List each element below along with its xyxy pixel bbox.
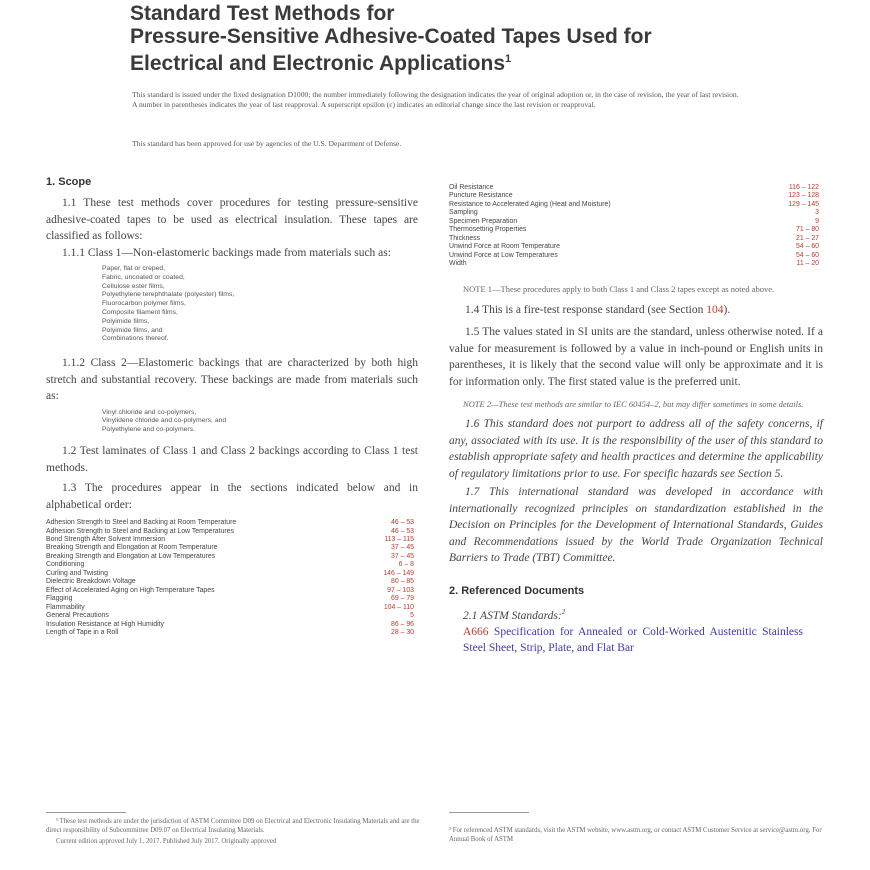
footnote-2: ² For referenced ASTM standards, visit the ASTM website, www.astm.org, or contact ASTM Customer Service at service@astm.org. For Annual Book of ASTM	[449, 827, 822, 843]
list-item: Paper, flat or creped,	[102, 265, 166, 272]
procedure-name: Sampling	[449, 209, 478, 217]
section-range-link[interactable]: 146 – 149	[383, 569, 414, 577]
list-item: Combinations thereof.	[102, 335, 169, 343]
footnote-rule-left	[46, 812, 126, 813]
list-item: Polyethylene and co-polymers.	[102, 426, 195, 434]
section-range-link[interactable]: 86 – 96	[391, 620, 414, 628]
title-line-1: Standard Test Methods for	[130, 2, 395, 25]
section-range-link[interactable]: 116 – 122	[788, 184, 819, 191]
section-range-link[interactable]: 28 – 30	[391, 628, 414, 636]
procedure-name: Adhesion Strength to Steel and Backing at Room Temperature	[46, 519, 237, 527]
procedure-name: General Precautions	[46, 612, 109, 620]
procedure-name: Dielectric Breakdown Voltage	[46, 578, 136, 586]
table-row	[46, 536, 418, 544]
procedure-name: Thermosetting Properties	[449, 226, 527, 234]
section-range-link[interactable]: 113 – 115	[384, 535, 414, 543]
list-item: Cellulose ester films,	[102, 282, 165, 290]
procedure-name: Specimen Preparation	[449, 217, 518, 225]
para-1-5: 1.5 The values stated in SI units are the standard, unless otherwise noted. If a value for measurement is followed by a value in inch-pound or English units in parentheses, it is likely that the second value will only be approximate and it is for information only. The first stated value is the preferred unit.	[449, 326, 823, 388]
procedure-name: Flagging	[46, 595, 73, 603]
right-column	[449, 184, 823, 657]
class1-material-list	[46, 265, 418, 344]
section-range-link[interactable]: 11 – 20	[796, 260, 819, 268]
procedure-name: Thickness	[449, 234, 481, 242]
table-row	[449, 235, 823, 243]
list-item: Fabric, uncoated or coated,	[102, 273, 185, 281]
section-range-link[interactable]: 123 – 128	[788, 192, 819, 200]
table-row	[46, 629, 418, 637]
list-item: Polyimide films,	[102, 317, 150, 325]
list-item: Vinyl chloride and co-polymers,	[102, 408, 197, 416]
table-row	[46, 519, 418, 527]
left-column	[46, 176, 418, 637]
procedure-name: Breaking Strength and Elongation at Low Temperatures	[46, 552, 216, 560]
section-104-link[interactable]: 104	[706, 303, 724, 316]
procedure-index-table-left	[46, 519, 418, 637]
designation-notice: This standard is issued under the fixed designation D1000; the number immediately following the designation indicates the year of original adoption or, in the case of revision, the year of last revision. A number in parentheses indicates the year of last reapproval. A superscript epsilon (ε) indicates an editorial change since the last revision or reapproval.	[132, 90, 739, 109]
table-row	[449, 184, 823, 192]
para-1-7: 1.7 This international standard was developed in accordance with internationally recognized principles on standardization established in the Decision on Principles for the Development of International Standards, Guides and Recommendations issued by the World Trade Organization Technical Barriers to Trade (TBT) Committee.	[449, 486, 823, 565]
section-range-link[interactable]: 21 – 27	[796, 234, 819, 242]
section-range-link[interactable]: 97 – 103	[387, 586, 414, 594]
table-row	[46, 528, 418, 536]
para-1-3: 1.3 The procedures appear in the sections indicated below and in alphabetical order:	[46, 482, 418, 511]
para-1-1: 1.1 These test methods cover procedures for testing pressure-sensitive adhesive-coated tapes to be used as electrical insulation. These tapes are classified as follows:	[46, 197, 418, 242]
para-1-2: 1.2 Test laminates of Class 1 and Class 2 backings according to Class 1 test methods.	[46, 445, 418, 474]
ref-code[interactable]: A666	[463, 625, 489, 638]
ref-title[interactable]: Specification for Annealed or Cold-Worked Austenitic Stainless Steel Sheet, Strip, Plate, and Flat Bar	[463, 625, 803, 655]
section-range-link[interactable]: 37 – 45	[391, 544, 414, 552]
title-line-3: Electrical and Electronic Applications$^1$	[130, 52, 512, 75]
list-item: Polyethylene terephthalate (polyester) films,	[102, 291, 235, 299]
procedure-index-table-right	[449, 184, 823, 269]
procedure-name: Unwind Force at Low Temperatures	[449, 251, 558, 259]
table-row	[449, 192, 823, 200]
title-line-2: Pressure-Sensitive Adhesive-Coated Tapes Used for	[130, 25, 652, 48]
section-range-link[interactable]: 6 – 8	[398, 561, 414, 569]
section-range-link[interactable]: 46 – 53	[391, 527, 414, 535]
table-row	[449, 201, 823, 209]
table-row	[46, 612, 418, 620]
table-row	[46, 587, 418, 595]
procedure-name: Curling and Twisting	[46, 569, 108, 577]
list-item: Vinylidene chloride and co-polymers, and	[102, 417, 227, 425]
list-item: Composite filament films,	[102, 308, 178, 316]
procedure-name: Oil Resistance	[449, 184, 494, 191]
table-row	[46, 604, 418, 612]
table-row	[449, 209, 823, 217]
document-title	[130, 2, 652, 75]
section-range-link[interactable]: 9	[815, 217, 819, 225]
note-2: NOTE 2—These test methods are similar to IEC 60454–2, but may differ sometimes in some details.	[463, 399, 804, 410]
class2-material-list	[46, 409, 418, 435]
table-row	[46, 570, 418, 578]
section-range-link[interactable]: 37 – 45	[391, 552, 414, 560]
section-range-link[interactable]: 129 – 145	[788, 200, 819, 208]
procedure-name: Width	[449, 260, 467, 268]
reference-a666[interactable]	[449, 624, 823, 657]
procedure-name: Bond Strength After Solvent Immersion	[46, 535, 166, 543]
section-range-link[interactable]: 54 – 60	[796, 251, 819, 259]
footnote-1: ¹ These test methods are under the jurisdiction of ASTM Committee D09 on Electrical and Electronic Insulating Materials and are the direct responsibility of Subcommittee D09.07 on Electrical Insulating Materials. Current edition approved July 1, 2017. Published July 2017. Originally approved	[46, 818, 420, 845]
procedure-name: Breaking Strength and Elongation at Room Temperature	[46, 544, 218, 552]
para-1-1-2: 1.1.2 Class 2—Elastomeric backings that are characterized by both high stretch and substantial recovery. These backings are made from materials such as:	[46, 357, 418, 403]
table-row	[46, 544, 418, 552]
procedure-name: Length of Tape in a Roll	[46, 628, 119, 636]
procedure-name: Unwind Force at Room Temperature	[449, 243, 560, 251]
table-row	[46, 578, 418, 586]
para-2-1: 2.1 ASTM Standards:$^2$	[463, 607, 566, 622]
procedure-name: Conditioning	[46, 561, 85, 569]
section-range-link[interactable]: 104 – 110	[383, 603, 414, 611]
section-range-link[interactable]: 46 – 53	[391, 519, 414, 527]
procedure-name: Effect of Accelerated Aging on High Temperature Tapes	[46, 586, 215, 594]
table-row	[449, 252, 823, 260]
section-range-link[interactable]: 54 – 60	[796, 243, 819, 251]
table-row	[449, 260, 823, 268]
para-1-1-1: 1.1.1 Class 1—Non-elastomeric backings made from materials such as:	[62, 246, 391, 259]
table-row	[46, 595, 418, 603]
para-1-4: 1.4 This is a fire-test response standard (see Section 104).	[465, 303, 731, 316]
section-range-link[interactable]: 5	[410, 612, 414, 620]
section-range-link[interactable]: 80 – 85	[391, 578, 414, 586]
section-2-heading: 2. Referenced Documents	[449, 584, 585, 597]
section-1-heading: 1. Scope	[46, 176, 92, 188]
table-row	[46, 561, 418, 569]
procedure-name: Adhesion Strength to Steel and Backing at Low Temperatures	[46, 527, 234, 535]
procedure-name: Resistance to Accelerated Aging (Heat and Moisture)	[449, 200, 611, 208]
title-footnote-mark: 1	[505, 53, 512, 65]
table-row	[46, 621, 418, 629]
procedure-name: Puncture Resistance	[449, 192, 513, 200]
para-1-6: 1.6 This standard does not purport to address all of the safety concerns, if any, associated with its use. It is the responsibility of the user of this standard to establish appropriate safety and health practices and determine the applicability of regulatory limitations prior to use. For specific hazards see Section 5.	[449, 418, 823, 480]
procedure-name: Flammability	[46, 603, 85, 611]
section-range-link[interactable]: 3	[815, 209, 819, 217]
section-range-link[interactable]: 71 – 80	[796, 226, 819, 234]
list-item: Fluorocarbon polymer films,	[102, 300, 186, 308]
list-item: Polyimide films, and	[102, 326, 163, 334]
approval-notice: This standard has been approved for use by agencies of the U.S. Department of Defense.	[132, 139, 402, 148]
table-row	[449, 243, 823, 251]
footnote-rule-right	[449, 812, 529, 813]
table-row	[449, 226, 823, 234]
table-row	[46, 553, 418, 561]
table-row	[449, 218, 823, 226]
procedure-name: Insulation Resistance at High Humidity	[46, 620, 164, 628]
section-range-link[interactable]: 69 – 79	[391, 595, 414, 603]
note-1: NOTE 1—These procedures apply to both Class 1 and Class 2 tapes except as noted above.	[463, 283, 775, 294]
